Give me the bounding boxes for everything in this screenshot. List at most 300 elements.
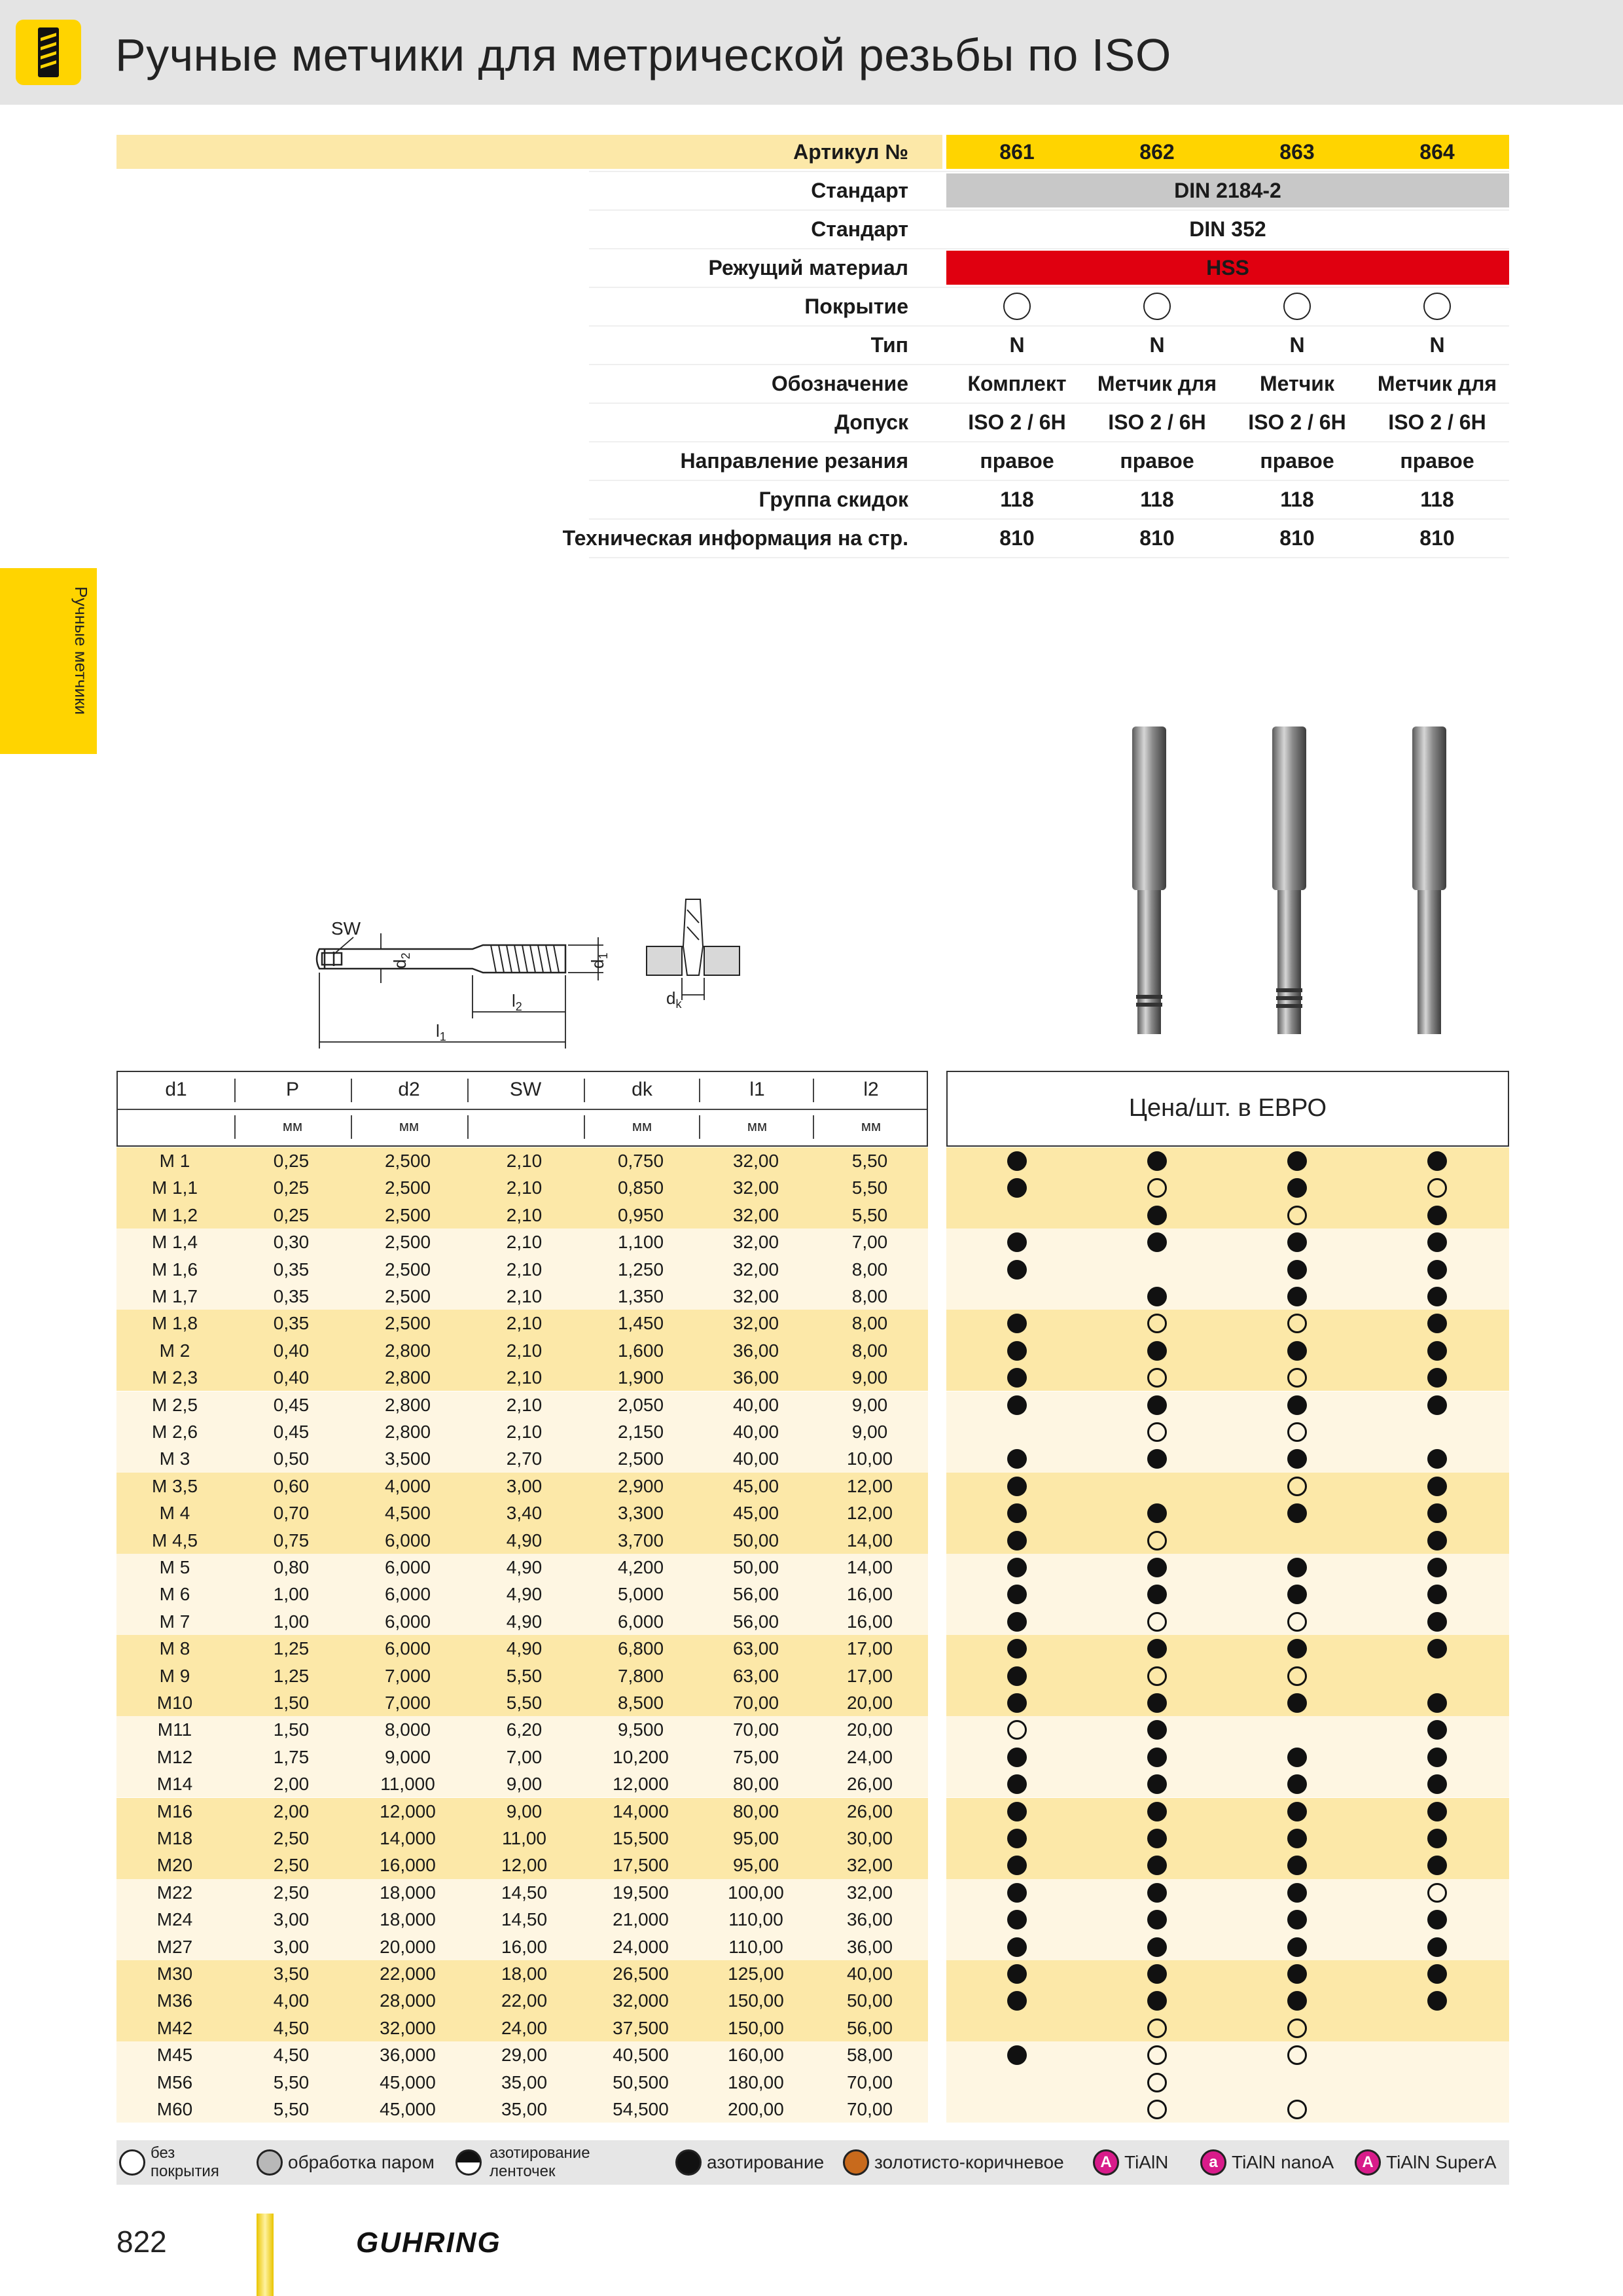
table-cell: 11,00 — [502, 1828, 546, 1848]
in-stock-dot-icon — [1007, 1991, 1027, 2011]
table-cell: 32,00 — [732, 1259, 779, 1280]
l1-label: l — [436, 1021, 440, 1041]
spec-row-material — [0, 251, 1623, 285]
table-row — [0, 1608, 1623, 1635]
in-stock-dot-icon — [1007, 1503, 1027, 1523]
table-cell: 150,00 — [728, 2017, 784, 2038]
on-request-dot-icon — [1147, 2100, 1167, 2119]
in-stock-dot-icon — [1287, 1774, 1307, 1794]
table-cell: 4,50 — [273, 2017, 310, 2038]
table-cell: 63,00 — [732, 1638, 779, 1659]
in-stock-dot-icon — [1147, 1693, 1167, 1713]
in-stock-dot-icon — [1007, 1558, 1027, 1577]
table-cell: 6,000 — [384, 1611, 431, 1632]
in-stock-dot-icon — [1287, 1395, 1307, 1415]
column-header: l1 — [749, 1079, 765, 1100]
table-cell: 7,000 — [384, 1665, 431, 1686]
spec-value: 118 — [1420, 488, 1454, 511]
spec-value: Метчик для — [1097, 372, 1217, 395]
table-cell: 20,000 — [380, 1936, 436, 1957]
table-cell: 4,90 — [506, 1530, 543, 1551]
tap-photo-2 — [1272, 726, 1306, 1034]
table-cell: 2,500 — [384, 1286, 431, 1306]
table-cell: M60 — [156, 2099, 193, 2119]
table-cell: 2,10 — [506, 1151, 543, 1171]
table-cell: 1,75 — [273, 1746, 310, 1767]
table-cell: 21,000 — [613, 1909, 669, 1930]
on-request-dot-icon — [1287, 1477, 1307, 1496]
on-request-dot-icon — [1147, 1368, 1167, 1388]
table-cell: 110,00 — [728, 1936, 783, 1957]
table-cell: 32,00 — [732, 1151, 779, 1171]
spec-value: 118 — [1000, 488, 1034, 511]
table-cell: 2,10 — [506, 1259, 543, 1280]
table-cell: 9,00 — [851, 1367, 888, 1388]
in-stock-dot-icon — [1147, 1910, 1167, 1929]
table-cell: 32,00 — [732, 1286, 779, 1306]
tap-photos — [1113, 720, 1479, 1064]
in-stock-dot-icon — [1287, 1287, 1307, 1306]
table-cell: 32,000 — [613, 1990, 669, 2011]
a-lower-icon — [1200, 2149, 1226, 2176]
table-cell: 5,000 — [617, 1584, 664, 1605]
grey-circle-icon — [257, 2149, 283, 2176]
l2-sub-label: 2 — [515, 1000, 522, 1013]
in-stock-dot-icon — [1147, 1503, 1167, 1523]
legend-label: TiAlN — [1124, 2152, 1169, 2172]
brand-logo: GUHRING — [356, 2227, 501, 2259]
table-cell: 16,00 — [501, 1936, 548, 1957]
article-number: 862 — [1139, 140, 1175, 164]
table-cell: 2,800 — [384, 1394, 431, 1415]
table-cell: 36,00 — [732, 1367, 779, 1388]
spec-value: Метчик — [1260, 372, 1334, 395]
table-cell: 19,500 — [613, 1882, 669, 1903]
spec-value: 810 — [1419, 526, 1455, 550]
d2-sub-label: 2 — [399, 952, 412, 960]
table-cell: 0,35 — [273, 1259, 310, 1280]
table-cell: M 2,6 — [151, 1422, 198, 1442]
table-cell: 32,00 — [732, 1204, 779, 1225]
on-request-dot-icon — [1147, 1422, 1167, 1442]
table-cell: 75,00 — [732, 1746, 779, 1767]
dk-label: d — [666, 988, 676, 1008]
table-cell: M 1 — [159, 1151, 190, 1171]
table-cell: 50,00 — [846, 1990, 893, 2011]
column-unit: мм — [399, 1118, 419, 1134]
table-cell: 5,50 — [851, 1177, 888, 1198]
in-stock-dot-icon — [1427, 1585, 1447, 1604]
side-tab-label: Ручные метчики — [71, 586, 91, 715]
in-stock-dot-icon — [1147, 1206, 1167, 1225]
in-stock-dot-icon — [1427, 1558, 1447, 1577]
table-row — [0, 2015, 1623, 2041]
table-cell: 1,25 — [273, 1638, 310, 1659]
table-cell: 1,100 — [617, 1232, 664, 1253]
table-row — [0, 1825, 1623, 1852]
in-stock-dot-icon — [1007, 1639, 1027, 1659]
legend-item — [1352, 2140, 1509, 2185]
on-request-dot-icon — [1147, 2045, 1167, 2065]
table-cell: 1,00 — [273, 1584, 310, 1605]
table-cell: 14,00 — [846, 1530, 893, 1551]
spec-label: Группа скидок — [758, 488, 908, 511]
legend-item — [1090, 2140, 1198, 2185]
table-cell: 2,00 — [273, 1774, 310, 1795]
table-cell: 0,25 — [273, 1204, 310, 1225]
in-stock-dot-icon — [1007, 1774, 1027, 1794]
table-row — [0, 1798, 1623, 1825]
table-cell: M 2,3 — [151, 1367, 198, 1388]
in-stock-dot-icon — [1147, 1151, 1167, 1171]
table-cell: 45,000 — [380, 2099, 436, 2119]
table-cell: 5,50 — [273, 2099, 310, 2119]
on-request-dot-icon — [1147, 1666, 1167, 1686]
table-cell: 2,500 — [384, 1204, 431, 1225]
table-cell: 6,000 — [617, 1611, 664, 1632]
legend-label: золотисто-коричневое — [874, 2152, 1064, 2172]
table-cell: 4,90 — [506, 1611, 543, 1632]
table-cell: 95,00 — [732, 1855, 779, 1876]
spec-value: 118 — [1140, 488, 1174, 511]
table-cell: 2,10 — [506, 1422, 543, 1442]
spec-row — [0, 367, 1623, 401]
table-row — [0, 1202, 1623, 1229]
table-cell: 0,50 — [273, 1448, 310, 1469]
spec-value: N — [1149, 333, 1165, 357]
tap-photo-3 — [1412, 726, 1446, 1034]
spec-value: ISO 2 / 6H — [1388, 410, 1486, 434]
table-row — [0, 1391, 1623, 1418]
table-cell: 95,00 — [732, 1828, 779, 1848]
in-stock-dot-icon — [1287, 1341, 1307, 1361]
table-cell: M 6 — [159, 1584, 190, 1605]
side-tab[interactable] — [0, 568, 97, 754]
in-stock-dot-icon — [1427, 1368, 1447, 1388]
in-stock-dot-icon — [1147, 1585, 1167, 1604]
table-cell: M 1,8 — [151, 1313, 198, 1334]
table-cell: 11,000 — [380, 1774, 435, 1795]
spec-row-coating — [0, 289, 1623, 323]
in-stock-dot-icon — [1147, 1558, 1167, 1577]
in-stock-dot-icon — [1287, 1503, 1307, 1523]
in-stock-dot-icon — [1427, 1802, 1447, 1821]
table-cell: 22,00 — [501, 1990, 548, 2011]
column-header: SW — [509, 1079, 542, 1100]
table-cell: 2,500 — [384, 1151, 431, 1171]
table-cell: 4,50 — [273, 2045, 310, 2066]
on-request-dot-icon — [1287, 1314, 1307, 1333]
spec-label: Стандарт — [811, 217, 908, 241]
column-unit: мм — [282, 1118, 303, 1134]
uncoated-circle-icon — [1283, 293, 1311, 320]
table-cell: 1,600 — [617, 1340, 664, 1361]
table-cell: 56,00 — [732, 1611, 779, 1632]
l1-sub-label: 1 — [439, 1030, 446, 1043]
table-cell: 1,450 — [617, 1313, 664, 1334]
on-request-dot-icon — [1147, 1531, 1167, 1551]
table-cell: 4,90 — [506, 1638, 543, 1659]
l2-label: l — [512, 991, 516, 1011]
spec-value: Комплект — [967, 372, 1067, 395]
table-cell: 6,000 — [384, 1584, 431, 1605]
table-cell: M12 — [156, 1746, 193, 1767]
in-stock-dot-icon — [1007, 1341, 1027, 1361]
in-stock-dot-icon — [1147, 1720, 1167, 1740]
in-stock-dot-icon — [1147, 1802, 1167, 1821]
table-cell: 3,50 — [273, 1964, 310, 1984]
table-row — [0, 1445, 1623, 1472]
table-cell: M18 — [156, 1828, 193, 1848]
in-stock-dot-icon — [1007, 1612, 1027, 1632]
table-cell: 8,00 — [851, 1259, 888, 1280]
table-cell: 4,200 — [617, 1557, 664, 1577]
table-cell: 32,00 — [732, 1232, 779, 1253]
table-cell: 26,00 — [846, 1774, 893, 1795]
spec-value: N — [1429, 333, 1445, 357]
table-row — [0, 1554, 1623, 1581]
spec-value: правое — [1260, 449, 1334, 473]
table-cell: 2,50 — [273, 1855, 310, 1876]
legend-label: обработка паром — [288, 2152, 435, 2172]
in-stock-dot-icon — [1287, 1991, 1307, 2011]
table-cell: 18,00 — [501, 1964, 548, 1984]
in-stock-dot-icon — [1287, 1802, 1307, 1821]
column-header: d2 — [398, 1079, 420, 1100]
table-cell: 5,50 — [851, 1204, 888, 1225]
table-cell: 32,00 — [732, 1177, 779, 1198]
table-cell: 70,00 — [732, 1693, 779, 1713]
table-cell: M 3,5 — [151, 1475, 198, 1496]
spec-value: N — [1289, 333, 1305, 357]
open-circle-icon — [119, 2149, 145, 2176]
table-cell: 26,500 — [613, 1964, 669, 1984]
in-stock-dot-icon — [1287, 1585, 1307, 1604]
table-cell: 2,800 — [384, 1422, 431, 1442]
table-cell: 12,000 — [613, 1774, 669, 1795]
in-stock-dot-icon — [1427, 1151, 1447, 1171]
in-stock-dot-icon — [1007, 1477, 1027, 1496]
table-cell: 36,000 — [380, 2045, 436, 2066]
legend-item — [673, 2140, 840, 2185]
table-cell: 2,500 — [617, 1448, 664, 1469]
in-stock-dot-icon — [1427, 1341, 1447, 1361]
in-stock-dot-icon — [1287, 1910, 1307, 1929]
table-cell: 20,00 — [846, 1719, 893, 1740]
table-cell: 5,50 — [506, 1693, 543, 1713]
svg-text:l2 — [512, 991, 522, 1013]
in-stock-dot-icon — [1427, 1720, 1447, 1740]
table-cell: 2,70 — [506, 1448, 543, 1469]
table-cell: M 4 — [159, 1503, 190, 1524]
table-cell: 18,000 — [380, 1882, 436, 1903]
table-cell: 2,10 — [506, 1367, 543, 1388]
table-cell: 6,000 — [384, 1638, 431, 1659]
on-request-dot-icon — [1007, 1720, 1027, 1740]
table-cell: 45,000 — [380, 2072, 436, 2092]
table-cell: 24,000 — [613, 1936, 669, 1957]
table-cell: 16,00 — [846, 1611, 893, 1632]
table-cell: 9,000 — [384, 1746, 431, 1767]
legend-item — [840, 2140, 1090, 2185]
table-cell: 6,800 — [617, 1638, 664, 1659]
in-stock-dot-icon — [1147, 1856, 1167, 1875]
legend-letter: A — [1362, 2153, 1374, 2171]
table-cell: 32,00 — [846, 1855, 893, 1876]
table-cell: 14,000 — [613, 1801, 669, 1821]
in-stock-dot-icon — [1007, 1829, 1027, 1848]
article-number: 864 — [1419, 140, 1455, 164]
table-cell: 3,00 — [506, 1475, 543, 1496]
table-cell: 2,10 — [506, 1340, 543, 1361]
table-cell: M 7 — [159, 1611, 190, 1632]
table-row — [0, 1662, 1623, 1689]
table-cell: 10,00 — [846, 1448, 893, 1469]
table-cell: 6,000 — [384, 1557, 431, 1577]
table-cell: 1,250 — [617, 1259, 664, 1280]
table-cell: 18,000 — [380, 1909, 436, 1930]
in-stock-dot-icon — [1427, 1937, 1447, 1957]
spec-row — [0, 444, 1623, 478]
legend-label: азотирование ленточек — [490, 2144, 590, 2180]
in-stock-dot-icon — [1427, 1503, 1447, 1523]
column-header: d1 — [165, 1079, 187, 1100]
on-request-dot-icon — [1147, 2018, 1167, 2038]
in-stock-dot-icon — [1147, 1829, 1167, 1848]
spec-label: Допуск — [834, 410, 908, 434]
in-stock-dot-icon — [1427, 1612, 1447, 1632]
table-cell: 40,00 — [732, 1394, 779, 1415]
table-cell: 2,500 — [384, 1232, 431, 1253]
column-header: l2 — [863, 1079, 879, 1100]
in-stock-dot-icon — [1427, 1639, 1447, 1659]
table-cell: 2,10 — [506, 1177, 543, 1198]
table-cell: 12,000 — [380, 1801, 436, 1821]
in-stock-dot-icon — [1287, 1937, 1307, 1957]
table-cell: 8,500 — [617, 1693, 664, 1713]
table-cell: M56 — [156, 2072, 193, 2092]
table-cell: 2,800 — [384, 1340, 431, 1361]
spec-label: Артикул № — [793, 140, 908, 164]
table-row — [0, 2069, 1623, 2096]
table-cell: 14,000 — [380, 1828, 436, 1848]
table-row — [0, 1337, 1623, 1364]
in-stock-dot-icon — [1427, 1449, 1447, 1469]
in-stock-dot-icon — [1287, 1260, 1307, 1280]
table-row — [0, 1473, 1623, 1499]
table-cell: 32,000 — [380, 2017, 436, 2038]
svg-text:d1 — [588, 953, 610, 969]
a-letter-icon — [1355, 2149, 1381, 2176]
legend-item — [116, 2140, 254, 2185]
table-cell: M30 — [156, 1964, 193, 1984]
table-cell: 45,00 — [732, 1503, 779, 1524]
table-cell: M14 — [156, 1774, 193, 1795]
on-request-dot-icon — [1287, 2045, 1307, 2065]
table-cell: M 1,1 — [151, 1177, 198, 1198]
spec-label: Тип — [870, 333, 908, 357]
in-stock-dot-icon — [1147, 1639, 1167, 1659]
table-row — [0, 1147, 1623, 1174]
tap-dimension-drawing — [308, 897, 753, 1064]
table-cell: 0,850 — [617, 1177, 664, 1198]
tap-logo-icon — [16, 20, 81, 85]
legend-item — [453, 2140, 673, 2185]
in-stock-dot-icon — [1287, 1151, 1307, 1171]
table-cell: 2,00 — [273, 1801, 310, 1821]
table-cell: 1,900 — [617, 1367, 664, 1388]
coating-legend — [116, 2140, 1509, 2185]
column-header: dk — [632, 1079, 652, 1100]
table-cell: 4,00 — [273, 1990, 310, 2011]
table-row — [0, 2041, 1623, 2068]
in-stock-dot-icon — [1287, 1748, 1307, 1767]
spec-value: ISO 2 / 6H — [1248, 410, 1346, 434]
table-cell: 0,45 — [273, 1422, 310, 1442]
table-cell: 22,000 — [380, 1964, 436, 1984]
column-unit: мм — [861, 1118, 882, 1134]
table-cell: 100,00 — [728, 1882, 784, 1903]
spec-label: Покрытие — [804, 295, 908, 318]
table-row — [0, 1283, 1623, 1310]
black-circle-icon — [675, 2149, 702, 2176]
in-stock-dot-icon — [1427, 1232, 1447, 1252]
table-cell: M 3 — [159, 1448, 190, 1469]
table-cell: 1,00 — [273, 1611, 310, 1632]
table-cell: 4,90 — [506, 1557, 543, 1577]
in-stock-dot-icon — [1427, 1206, 1447, 1225]
in-stock-dot-icon — [1007, 1531, 1027, 1551]
legend-label: TiAlN SuperA — [1386, 2152, 1497, 2172]
in-stock-dot-icon — [1427, 1287, 1447, 1306]
table-row — [0, 1256, 1623, 1283]
table-row — [0, 1987, 1623, 2014]
table-cell: 63,00 — [732, 1665, 779, 1686]
table-cell: 2,900 — [617, 1475, 664, 1496]
table-cell: 40,00 — [732, 1448, 779, 1469]
table-cell: M 2,5 — [151, 1394, 198, 1415]
spec-row-article — [0, 135, 1623, 169]
in-stock-dot-icon — [1287, 1639, 1307, 1659]
table-cell: 45,00 — [732, 1475, 779, 1496]
in-stock-dot-icon — [1007, 1314, 1027, 1333]
spec-value: 810 — [999, 526, 1035, 550]
table-cell: 7,000 — [384, 1693, 431, 1713]
legend-label: азотирование — [707, 2152, 825, 2172]
table-row — [0, 1852, 1623, 1878]
in-stock-dot-icon — [1147, 1287, 1167, 1306]
in-stock-dot-icon — [1147, 1937, 1167, 1957]
in-stock-dot-icon — [1287, 1232, 1307, 1252]
table-cell: 70,00 — [846, 2099, 893, 2119]
table-cell: 80,00 — [732, 1774, 779, 1795]
in-stock-dot-icon — [1147, 1748, 1167, 1767]
table-cell: M 1,6 — [151, 1259, 198, 1280]
in-stock-dot-icon — [1007, 1260, 1027, 1280]
in-stock-dot-icon — [1007, 1937, 1027, 1957]
table-cell: 2,10 — [506, 1286, 543, 1306]
table-cell: 10,200 — [613, 1746, 669, 1767]
on-request-dot-icon — [1287, 1612, 1307, 1632]
table-row — [0, 1770, 1623, 1797]
table-cell: 2,500 — [384, 1259, 431, 1280]
sw-label: SW — [331, 918, 361, 939]
in-stock-dot-icon — [1287, 1829, 1307, 1848]
table-cell: M 9 — [159, 1665, 190, 1686]
in-stock-dot-icon — [1287, 1693, 1307, 1713]
in-stock-dot-icon — [1007, 1151, 1027, 1171]
table-cell: 35,00 — [501, 2099, 548, 2119]
